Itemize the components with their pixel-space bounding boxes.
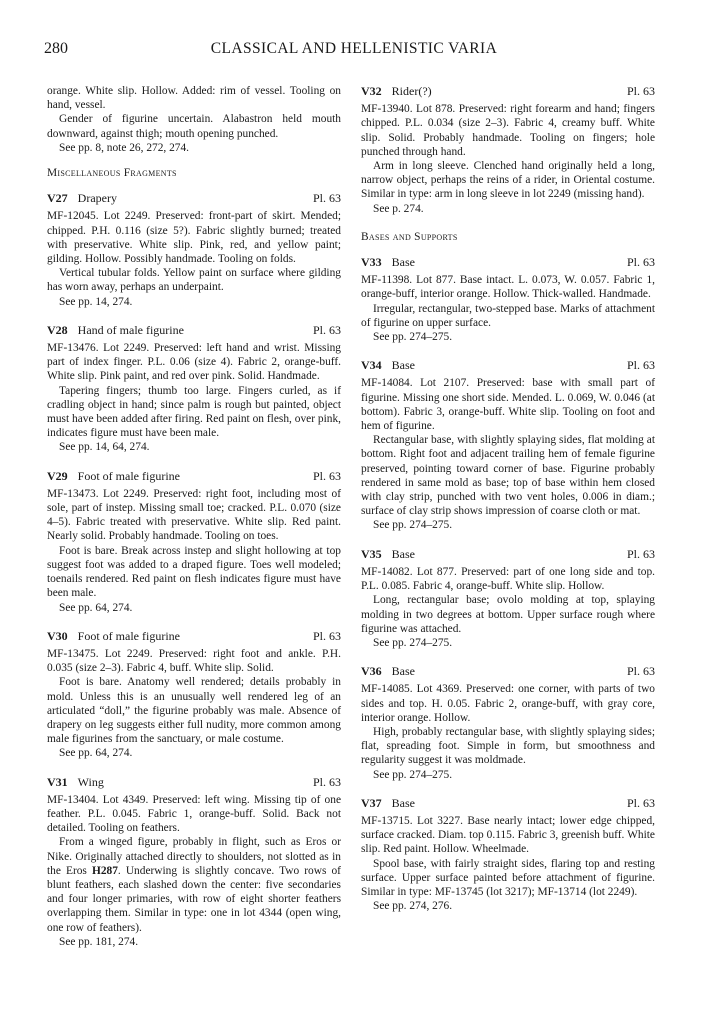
entry-heading bbox=[361, 358, 655, 372]
entry-commentary: Tapering fingers; thumb too large. Fingers curled, as if cradling object in hand; since palm is rough but painted, object must have been added after firing. Red paint on flesh, over pink, indicates figure must have been male. bbox=[47, 384, 341, 440]
entry-description: MF-14082. Lot 877. Preserved: part of one long side and top. P.L. 0.085. Fabric 4, orange-buff. White slip. Hollow. bbox=[361, 565, 655, 593]
see-reference: See pp. 274–275. bbox=[373, 636, 453, 649]
right-column bbox=[361, 84, 655, 913]
page-number: 280 bbox=[44, 40, 68, 57]
entry-description: MF-13476. Lot 2249. Preserved: left hand and wrist. Missing part of index finger. P.L. 0.06 (size 4). Fabric 2, orange-buff. White slip. Pink paint, and red over pink. Solid. Handmade. bbox=[47, 342, 341, 383]
entry-description: MF-13940. Lot 878. Preserved: right forearm and hand; fingers chipped. P.L. 0.034 (size 2–3). Fabric 4, creamy buff. White slip. Solid. Probably handmade. Tooling on fingers; hole punched through hand. bbox=[361, 103, 655, 158]
catalog-entry-v34 bbox=[361, 358, 655, 532]
commentary-text: . Underwing is slightly concave. Two rows of blunt feathers, each slashed down the center: five secondaries and four longer primaries, with row of eight shorter feathers overlapping them. Similar in type: one in lot 4344 (open wing, one row of feathers). bbox=[47, 864, 341, 934]
entry-heading bbox=[47, 629, 341, 643]
entry-number: V35 bbox=[361, 546, 382, 561]
entry-commentary: Foot is bare. Break across instep and slight hollowing at top suggest foot was added to a draped figure. Toes well modeled; toenails rendered. Red paint on flesh indicates figure must have been male. bbox=[47, 544, 341, 600]
catalog-entry-v29 bbox=[47, 469, 341, 615]
entry-description: MF-14084. Lot 2107. Preserved: base with small part of figurine. Missing one short side. Mended. L. 0.069, W. 0.046 (at bottom). Fabric 3, orange-buff. White slip. Tooling on foot and hem of figurine. bbox=[361, 377, 655, 433]
catalog-entry-v32 bbox=[361, 84, 655, 216]
plate-reference: Pl. 63 bbox=[312, 628, 341, 643]
plate-reference: Pl. 63 bbox=[626, 255, 655, 270]
entry-heading bbox=[361, 255, 655, 269]
plate-reference: Pl. 63 bbox=[312, 191, 341, 206]
entry-heading bbox=[361, 664, 655, 678]
entry-title: Hand of male figurine bbox=[77, 322, 184, 337]
see-reference: See pp. 64, 274. bbox=[59, 601, 133, 614]
catalog-cross-reference: H287 bbox=[91, 864, 118, 877]
entry-heading bbox=[361, 84, 655, 98]
catalog-entry-v36 bbox=[361, 664, 655, 782]
see-reference: See pp. 14, 274. bbox=[59, 295, 133, 308]
plate-reference: Pl. 63 bbox=[626, 358, 655, 373]
catalog-entry-v33 bbox=[361, 255, 655, 344]
entry-commentary: Spool base, with fairly straight sides, flaring top and resting surface. Upper surface painted before attachment of figurine. Similar in type: MF-13745 (lot 3217); MF-13714 (lot 2249). bbox=[361, 857, 655, 898]
entry-title: Foot of male figurine bbox=[77, 628, 180, 643]
catalog-entry-v37 bbox=[361, 796, 655, 914]
entry-number: V32 bbox=[361, 84, 382, 98]
entry-description: MF-13404. Lot 4349. Preserved: left wing. Missing tip of one feather. P.L. 0.045. Fabric 1, orange-buff. Solid. Back not detailed. Tooling on feathers. bbox=[47, 793, 341, 835]
plate-reference: Pl. 63 bbox=[626, 664, 655, 679]
entry-heading bbox=[47, 323, 341, 337]
entry-commentary: Foot is bare. Anatomy well rendered; details probably in mold. Unless this is an unusually well rendered leg of an articulated “doll,” the figurine probably was male. Absence of drapery on leg suggests either full nudity, more common among male figurines from the sanctuary, or male costume. bbox=[47, 676, 341, 746]
entry-description: MF-11398. Lot 877. Base intact. L. 0.073, W. 0.057. Fabric 1, orange-buff, interior orange. Hollow. Thick-walled. Handmade. bbox=[361, 274, 655, 301]
section-title: Bases and Supports bbox=[361, 230, 458, 243]
left-column bbox=[47, 84, 341, 949]
entry-number: V37 bbox=[361, 795, 382, 810]
entry-title: Base bbox=[391, 255, 415, 270]
see-reference: See pp. 14, 64, 274. bbox=[59, 441, 150, 454]
entry-title: Base bbox=[391, 358, 415, 373]
catalog-entry-v31 bbox=[47, 775, 341, 949]
entry-title: Drapery bbox=[77, 191, 117, 206]
page-header bbox=[44, 40, 664, 62]
see-reference: See pp. 64, 274. bbox=[59, 747, 133, 760]
see-reference: See pp. 274, 276. bbox=[373, 900, 453, 913]
entry-number: V36 bbox=[361, 664, 382, 679]
entry-description: MF-13473. Lot 2249. Preserved: right foot, including most of sole, part of instep. Missing small toe; cracked. P.L. 0.070 (size 4–5). Fabric treated with preservative. White slip. Red paint. Nearly solid. Probably handmade. Tooling on toes. bbox=[47, 487, 341, 543]
see-reference: See pp. 8, note 26, 272, 274. bbox=[59, 141, 190, 154]
entry-title: Base bbox=[391, 795, 415, 810]
plate-reference: Pl. 63 bbox=[312, 468, 341, 483]
catalog-entry-v35 bbox=[361, 547, 655, 650]
entry-heading bbox=[361, 547, 655, 561]
entry-heading bbox=[47, 775, 341, 789]
carryover-paragraph: orange. White slip. Hollow. Added: rim of vessel. Tooling on hand, vessel. bbox=[47, 85, 341, 112]
entry-description: MF-14085. Lot 4369. Preserved: one corner, with parts of two sides and top. H. 0.05. Fabric 2, orange-buff, with gray core, interior orange. Hollow. bbox=[361, 683, 655, 724]
see-reference: See pp. 274–275. bbox=[373, 519, 453, 532]
running-title: CLASSICAL AND HELLENISTIC VARIA bbox=[210, 40, 498, 57]
entry-commentary: Irregular, rectangular, two-stepped base. Marks of attachment of figurine on upper surface. bbox=[361, 302, 655, 329]
entry-number: V34 bbox=[361, 358, 382, 373]
entry-commentary: Long, rectangular base; ovolo molding at top, splaying molding in two degrees at bottom. Upper surface rough where figurine was attached. bbox=[361, 594, 655, 635]
entry-description: MF-12045. Lot 2249. Preserved: front-part of skirt. Mended; chipped. P.H. 0.116 (size 5?). Fabric slightly burned; treated with preservative. White slip. Pink, red, and yellow paint; gilding. Hollow. Possibly handmade. Tooling on folds. bbox=[47, 210, 341, 266]
entry-number: V31 bbox=[47, 774, 68, 789]
see-reference: See p. 274. bbox=[373, 202, 424, 215]
entry-description: MF-13715. Lot 3227. Base nearly intact; lower edge chipped, surface cracked. Diam. top 0.115. Fabric 3, greenish buff. White slip. Red paint. Hollow. Wheelmade. bbox=[361, 814, 655, 856]
section-title: Miscellaneous Fragments bbox=[47, 167, 177, 180]
entry-number: V27 bbox=[47, 191, 68, 206]
plate-reference: Pl. 63 bbox=[312, 774, 341, 789]
plate-reference: Pl. 63 bbox=[312, 322, 341, 337]
plate-reference: Pl. 63 bbox=[626, 546, 655, 561]
entry-title: Base bbox=[391, 664, 415, 679]
entry-number: V30 bbox=[47, 628, 68, 643]
entry-heading bbox=[47, 191, 341, 205]
entry-commentary: Vertical tubular folds. Yellow paint on surface where gilding has worn away, perhaps an underpaint. bbox=[47, 267, 341, 294]
see-reference: See pp. 274–275. bbox=[373, 331, 453, 344]
entry-commentary: High, probably rectangular base, with slightly splaying sides; flat, spreading foot. Simple in form, but smoothness and regularity suggest it was moldmade. bbox=[361, 725, 655, 767]
catalog-entry-v28 bbox=[47, 323, 341, 455]
entry-title: Wing bbox=[77, 774, 104, 789]
entry-heading bbox=[361, 796, 655, 810]
entry-number: V33 bbox=[361, 255, 382, 270]
see-reference: See pp. 181, 274. bbox=[59, 935, 139, 948]
entry-commentary: Arm in long sleeve. Clenched hand originally held a long, narrow object, perhaps the reins of a rider, in Oriental costume. Similar in type: arm in long sleeve in lot 2249 (missing hand). bbox=[361, 160, 655, 201]
entry-title: Rider(?) bbox=[391, 84, 432, 98]
catalog-entry-v30 bbox=[47, 629, 341, 761]
entry-title: Base bbox=[391, 546, 415, 561]
entry-number: V29 bbox=[47, 468, 68, 483]
entry-title: Foot of male figurine bbox=[77, 468, 180, 483]
entry-number: V28 bbox=[47, 322, 68, 337]
entry-heading bbox=[47, 469, 341, 483]
plate-reference: Pl. 63 bbox=[626, 84, 655, 98]
commentary-text: From a winged figure, probably in flight, such as Eros or Nike. Originally attached directly to shoulders, not slotted as in the Eros bbox=[47, 836, 341, 877]
entry-commentary: Rectangular base, with slightly splaying sides, flat molding at bottom. Right foot and adjacent trailing hem of female figurine preserved, pointing toward corner of base. Figurine probably rendered in same mold as base; top of base within hem closed with clay strip, punched with two vent holes, 0.006 in diam.; surface of clay strip shows impression of coarse cloth or mat. bbox=[361, 434, 655, 518]
entry-description: MF-13475. Lot 2249. Preserved: right foot and ankle. P.H. 0.035 (size 2–3). Fabric 4, buff. White slip. Solid. bbox=[47, 647, 341, 675]
entry-commentary bbox=[47, 835, 341, 934]
see-reference: See pp. 274–275. bbox=[373, 768, 453, 781]
catalog-entry-v27 bbox=[47, 191, 341, 309]
carryover-paragraph: Gender of figurine uncertain. Alabastron held mouth downward, against thigh; mouth opening punched. bbox=[47, 113, 341, 140]
plate-reference: Pl. 63 bbox=[626, 795, 655, 810]
